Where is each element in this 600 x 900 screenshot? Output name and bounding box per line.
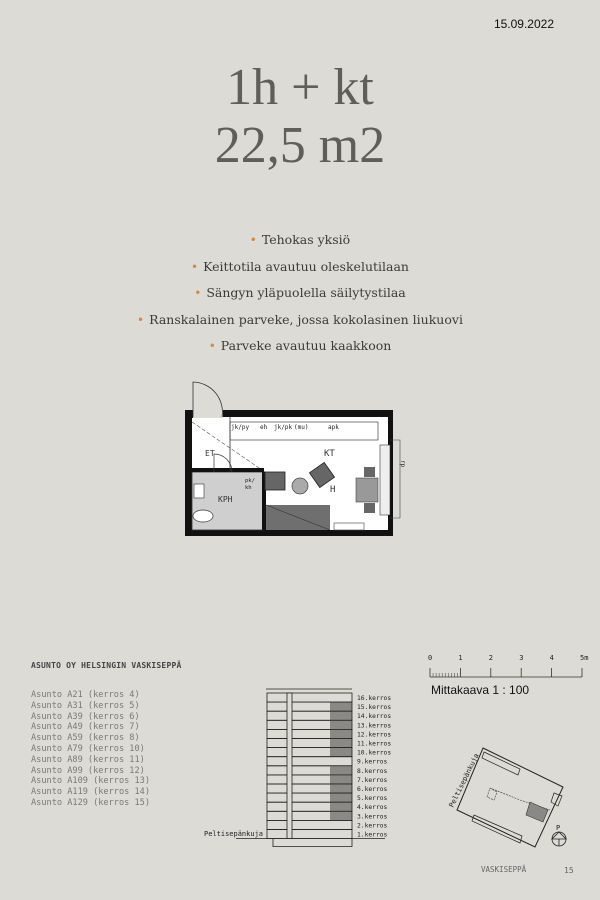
scale-tick-label: 1: [458, 654, 463, 662]
highlighted-floor: [330, 793, 352, 802]
bullet-icon: •: [249, 233, 257, 247]
scale-label: Mittakaava 1 : 100: [431, 683, 530, 697]
floor-label: 9.kerros: [357, 758, 388, 766]
unit-item: Asunto A39 (kerros 6): [31, 711, 140, 722]
scale-tick-label: 0: [428, 654, 433, 662]
floor-label: 6.kerros: [357, 786, 388, 793]
feature-item: • Keittotila avautuu oleskelutilaan: [191, 258, 409, 274]
scale-tick-label: 2: [488, 654, 494, 662]
site-street-label: Peltisepänkuja: [447, 752, 481, 809]
floor-label: 3.kerros: [357, 813, 388, 821]
floor-label: 14.kerros: [357, 713, 392, 721]
site-plan: [440, 740, 600, 850]
scale-bar: [420, 645, 600, 680]
feature-item: • Ranskalainen parveke, jossa kokolasinen liukuovi: [137, 311, 463, 327]
scale-tick-label: 3: [519, 654, 524, 662]
unit-item: Asunto A31 (kerros 5): [31, 700, 140, 711]
fixture-label: jk/pk: [274, 424, 293, 431]
floor-slab: [267, 693, 352, 702]
north-label: P: [556, 824, 561, 832]
apartment-type: 1h + kt: [226, 59, 374, 116]
unit-item: Asunto A59 (kerros 8): [31, 733, 140, 744]
unit-item: Asunto A79 (kerros 10): [31, 743, 145, 754]
room-label-kitchen: KT: [324, 449, 335, 459]
fixture-label: pk/: [245, 478, 255, 484]
highlighted-floor: [330, 720, 352, 729]
floor-label: 2.kerros: [357, 822, 388, 830]
unit-item: Asunto A49 (kerros 7): [31, 722, 140, 733]
unit-item: Asunto A129 (kerros 15): [31, 797, 150, 808]
section-street-label: Peltisepänkuja: [204, 830, 264, 838]
floor-label: 15.kerros: [357, 704, 392, 712]
bullet-icon: •: [137, 312, 145, 327]
highlighted-floor: [330, 811, 352, 820]
bullet-icon: •: [191, 259, 199, 274]
floor-label: 1.kerros: [357, 831, 388, 839]
unit-item: Asunto A89 (kerros 11): [31, 754, 145, 765]
highlighted-floor: [330, 784, 352, 793]
highlighted-floor: [330, 702, 352, 711]
scale-tick-label: 5m: [580, 654, 589, 662]
unit-item: Asunto A109 (kerros 13): [31, 776, 150, 787]
highlighted-floor: [330, 711, 352, 720]
fixture-label: kh: [245, 485, 252, 491]
unit-item: Asunto A21 (kerros 4): [31, 690, 140, 700]
floor-label: 7.kerros: [357, 776, 388, 784]
fixture-label: jk/py: [231, 424, 250, 431]
date: 15.09.2022: [493, 17, 554, 31]
highlighted-floor: [330, 739, 352, 748]
company-name: ASUNTO OY HELSINGIN VASKISEPPÄ: [31, 661, 182, 670]
feature-item: • Sängyn yläpuolella säilytystilaa: [194, 285, 406, 300]
highlighted-floor: [330, 766, 352, 775]
page-number: 15: [564, 866, 574, 875]
fixture-label: (mu): [294, 424, 309, 431]
unit-list: [31, 690, 150, 809]
floor-slab: [267, 757, 352, 766]
room-label-bathroom: KPH: [218, 495, 233, 504]
floor-label: 5.kerros: [357, 795, 388, 803]
fixture-label: rp: [399, 460, 406, 468]
footer-name: VASKISEPPÄ: [481, 865, 527, 874]
floor-plan: [180, 380, 410, 540]
highlighted-floor: [330, 748, 352, 757]
floor-label: 13.kerros: [357, 722, 392, 730]
fixture-label: apk: [328, 424, 339, 431]
feature-list: [0, 229, 600, 362]
unit-item: Asunto A99 (kerros 12): [31, 765, 145, 776]
floor-slab: [267, 830, 352, 839]
bullet-icon: •: [208, 339, 216, 353]
room-label-entry: ET: [205, 449, 215, 458]
apartment-area: 22,5 m2: [214, 117, 386, 174]
floor-label: 12.kerros: [357, 731, 392, 739]
floor-label: 11.kerros: [357, 740, 392, 748]
unit-item: Asunto A119 (kerros 14): [31, 787, 150, 798]
floor-label: 4.kerros: [357, 804, 388, 812]
floor-label: 10.kerros: [357, 749, 392, 757]
building-section: [190, 680, 410, 860]
highlighted-floor: [330, 729, 352, 738]
feature-item: • Tehokas yksiö: [249, 232, 351, 247]
fixture-label: eh: [260, 424, 268, 431]
floor-slab: [267, 820, 352, 829]
floor-label: 16.kerros: [357, 695, 392, 702]
highlighted-floor: [330, 802, 352, 811]
room-label-room: H: [330, 485, 336, 495]
bullet-icon: •: [194, 286, 202, 300]
scale-tick-label: 4: [549, 654, 554, 662]
floor-label: 8.kerros: [357, 767, 388, 775]
highlighted-floor: [330, 775, 352, 784]
feature-item: • Parveke avautuu kaakkoon: [208, 338, 392, 353]
